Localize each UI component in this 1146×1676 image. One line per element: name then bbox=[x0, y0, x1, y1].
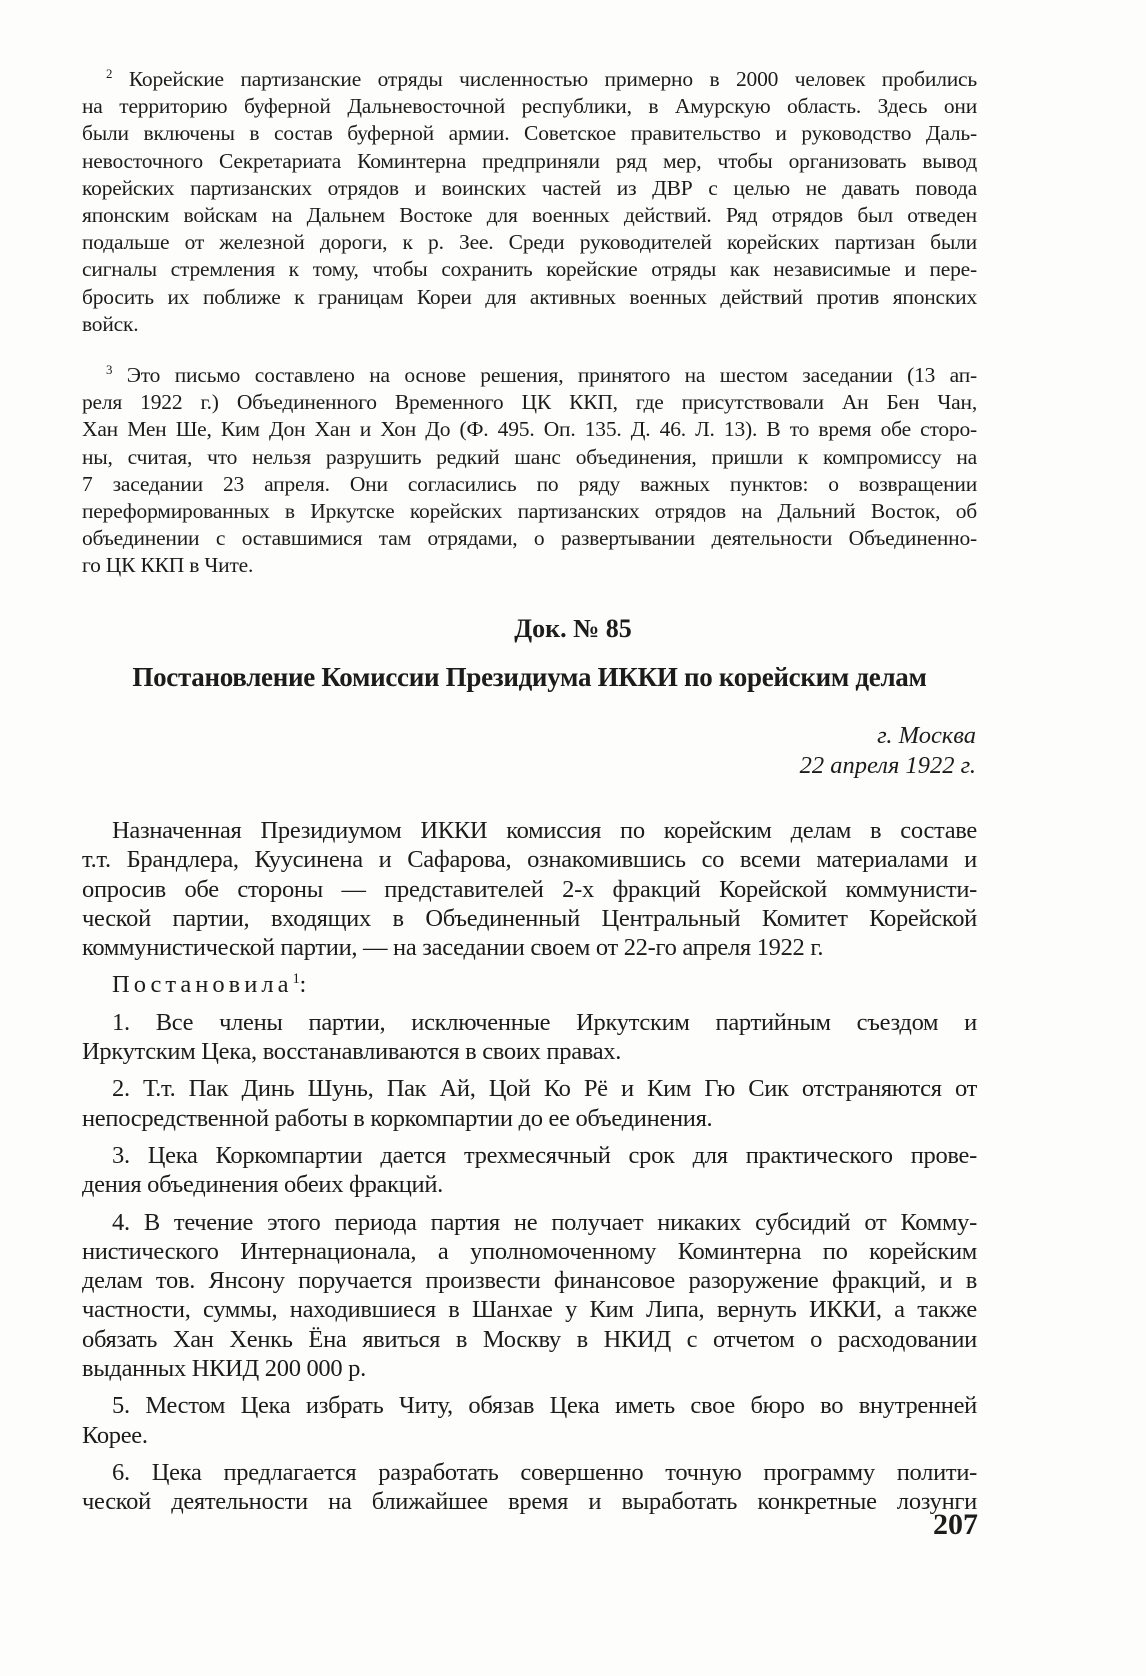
text-line bbox=[82, 202, 977, 229]
line-text: нистического Интернационала, а уполномоченному Коминтерна по корейским bbox=[82, 1237, 977, 1265]
line-text: Это письмо составлено на основе решения, принятого на шестом заседании (13 ап- bbox=[126, 363, 977, 387]
text-line bbox=[82, 1458, 977, 1487]
paragraph bbox=[82, 1008, 977, 1067]
text-line bbox=[82, 904, 977, 933]
footnote-3 bbox=[82, 362, 977, 580]
text-line bbox=[82, 1170, 977, 1199]
text-line bbox=[82, 498, 977, 525]
line-text: опросив обе стороны — представителей 2-х фракций Корейской коммунисти- bbox=[82, 875, 977, 903]
text-line bbox=[82, 362, 977, 389]
paragraph bbox=[82, 816, 977, 962]
line-text: ческой деятельности на ближайшее время и выработать конкретные лозунги bbox=[82, 1488, 977, 1516]
line-text: реля 1922 г.) Объединенного Временного ЦК ККП, где присутствовали Ан Бен Чан, bbox=[82, 390, 977, 415]
line-text: т.т. Брандлера, Куусинена и Сафарова, ознакомившись со всеми материалами и bbox=[82, 846, 977, 874]
text-line bbox=[82, 1266, 977, 1295]
text-line bbox=[82, 1008, 977, 1037]
text-line bbox=[82, 970, 977, 999]
line-text: 5. Местом Цека избрать Читу, обязав Цека иметь свое бюро во внутренней bbox=[112, 1392, 977, 1420]
line-text: дения объединения обеих фракций. bbox=[82, 1171, 443, 1199]
footnote-ref: 1 bbox=[292, 971, 300, 988]
document-title: Постановление Комиссии Президиума ИККИ по корейским делам bbox=[132, 662, 927, 692]
text-line bbox=[82, 933, 977, 962]
text-line bbox=[82, 1141, 977, 1170]
text-line bbox=[82, 1421, 977, 1450]
footnote-marker: 2 bbox=[106, 66, 113, 81]
line-text: 3. Цека Коркомпартии дается трехмесячный срок для практического прове- bbox=[112, 1141, 977, 1169]
line-text: сигналы стремления к тому, чтобы сохранить корейские отряды как независимые и пере- bbox=[82, 257, 977, 282]
text-line bbox=[82, 416, 977, 443]
line-text: корейских партизанских отрядов и воинских частей из ДВР с целью не давать повода bbox=[82, 175, 977, 200]
line-text: Назначенная Президиумом ИККИ комиссия по корейским делам в составе bbox=[112, 817, 977, 844]
text-line bbox=[82, 284, 977, 311]
text-line bbox=[82, 1391, 977, 1420]
paragraph bbox=[82, 1208, 977, 1384]
line-text: Хан Мен Ше, Ким Дон Хан и Хон До (Ф. 495. Оп. 135. Д. 46. Л. 13). В то время обе сторо- bbox=[82, 417, 977, 442]
text-line bbox=[82, 1037, 977, 1066]
paragraph bbox=[82, 970, 977, 999]
paragraph bbox=[82, 66, 977, 338]
line-text: объединении с оставшимися там отрядами, о развертывании деятельности Объединенно- bbox=[82, 526, 977, 551]
line-text: 1. Все члены партии, исключенные Иркутским партийным съездом и bbox=[112, 1008, 977, 1036]
paragraph bbox=[82, 1458, 977, 1517]
text-line bbox=[82, 66, 977, 93]
line-text: 7 заседании 23 апреля. Они согласились по ряду важных пунктов: о возвращении bbox=[82, 471, 977, 496]
line-text: частности, суммы, находившиеся в Шанхае у Ким Липа, вернуть ИККИ, а также bbox=[82, 1296, 977, 1324]
line-text: войск. bbox=[82, 311, 139, 336]
text-line bbox=[82, 1354, 977, 1383]
line-text: 4. В течение этого периода партия не получает никаких субсидий от Комму- bbox=[112, 1208, 977, 1236]
text-line bbox=[82, 525, 977, 552]
document-number: Док. № 85 bbox=[514, 614, 632, 643]
line-text: ческой партии, входящих в Объединенный Центральный Комитет Корейской bbox=[82, 904, 977, 932]
text-line bbox=[82, 845, 977, 874]
text-line bbox=[82, 389, 977, 416]
text-line bbox=[82, 1325, 977, 1354]
line-text: Постановила bbox=[112, 971, 293, 999]
line-text: японским войскам на Дальнем Востоке для военных действий. Ряд отрядов был отведен bbox=[82, 203, 977, 228]
text-line bbox=[82, 816, 977, 845]
paragraph bbox=[82, 1141, 977, 1200]
footnote-marker: 3 bbox=[106, 362, 113, 377]
line-text: Корейские партизанские отряды численностью примерно в 2000 человек пробились bbox=[128, 67, 977, 91]
document-date: 22 апреля 1922 г. bbox=[799, 752, 976, 779]
line-text: Иркутским Цека, восстанавливаются в своих правах. bbox=[82, 1038, 622, 1066]
document-place: г. Москва bbox=[877, 722, 976, 749]
footnote-2 bbox=[82, 66, 977, 338]
paragraph bbox=[82, 1391, 977, 1450]
text-line bbox=[82, 552, 977, 579]
line-text: го ЦК ККП в Чите. bbox=[82, 553, 254, 578]
text-line bbox=[82, 148, 977, 175]
text-line bbox=[82, 1104, 977, 1133]
text-line bbox=[82, 93, 977, 120]
text-line bbox=[82, 175, 977, 202]
line-text: 6. Цека предлагается разработать совершенно точную программу полити- bbox=[112, 1458, 977, 1486]
text-line bbox=[82, 311, 977, 338]
paragraph bbox=[82, 362, 977, 580]
line-text: непосредственной работы в коркомпартии до ее объединения. bbox=[82, 1104, 713, 1132]
text-line bbox=[82, 1487, 977, 1516]
text-line bbox=[82, 120, 977, 147]
text-line bbox=[82, 1208, 977, 1237]
text-line bbox=[82, 1074, 977, 1103]
line-text: подальше от железной дороги, к р. Зее. Среди руководителей корейских партизан были bbox=[82, 230, 977, 255]
line-text: на территорию буферной Дальневосточной республики, в Амурскую область. Здесь они bbox=[82, 94, 977, 119]
line-text: делам тов. Янсону поручается произвести финансовое разоружение фракций, и в bbox=[82, 1267, 977, 1295]
text-line bbox=[82, 471, 977, 498]
line-text: Корее. bbox=[82, 1421, 148, 1449]
text-line bbox=[82, 229, 977, 256]
text-line bbox=[82, 1237, 977, 1266]
line-text: переформированных в Иркутске корейских партизанских отрядов на Дальний Восток, об bbox=[82, 499, 977, 524]
page-number: 207 bbox=[933, 1508, 978, 1541]
text-line bbox=[82, 1295, 977, 1324]
document-body bbox=[82, 816, 977, 1525]
line-text: 2. Т.т. Пак Динь Шунь, Пак Ай, Цой Ко Рё и Ким Гю Сик отстраняются от bbox=[112, 1075, 977, 1103]
text-line bbox=[82, 256, 977, 283]
text-line bbox=[82, 875, 977, 904]
line-text: коммунистической партии, — на заседании своем от 22-го апреля 1922 г. bbox=[82, 934, 824, 962]
line-text: выданных НКИД 200 000 р. bbox=[82, 1355, 366, 1383]
text-line bbox=[82, 444, 977, 471]
line-text: невосточного Секретариата Коминтерна предприняли ряд мер, чтобы организовать вывод bbox=[82, 148, 977, 173]
line-suffix: : bbox=[299, 971, 307, 999]
line-text: бросить их поближе к границам Кореи для активных военных действий против японских bbox=[82, 284, 977, 309]
line-text: ны, считая, что нельзя разрушить редкий шанс объединения, пришли к компромиссу на bbox=[82, 444, 977, 469]
line-text: обязать Хан Хенкь Ёна явиться в Москву в НКИД с отчетом о расходовании bbox=[82, 1325, 977, 1353]
line-text: были включены в состав буферной армии. Советское правительство и руководство Даль- bbox=[82, 121, 977, 146]
paragraph bbox=[82, 1074, 977, 1133]
